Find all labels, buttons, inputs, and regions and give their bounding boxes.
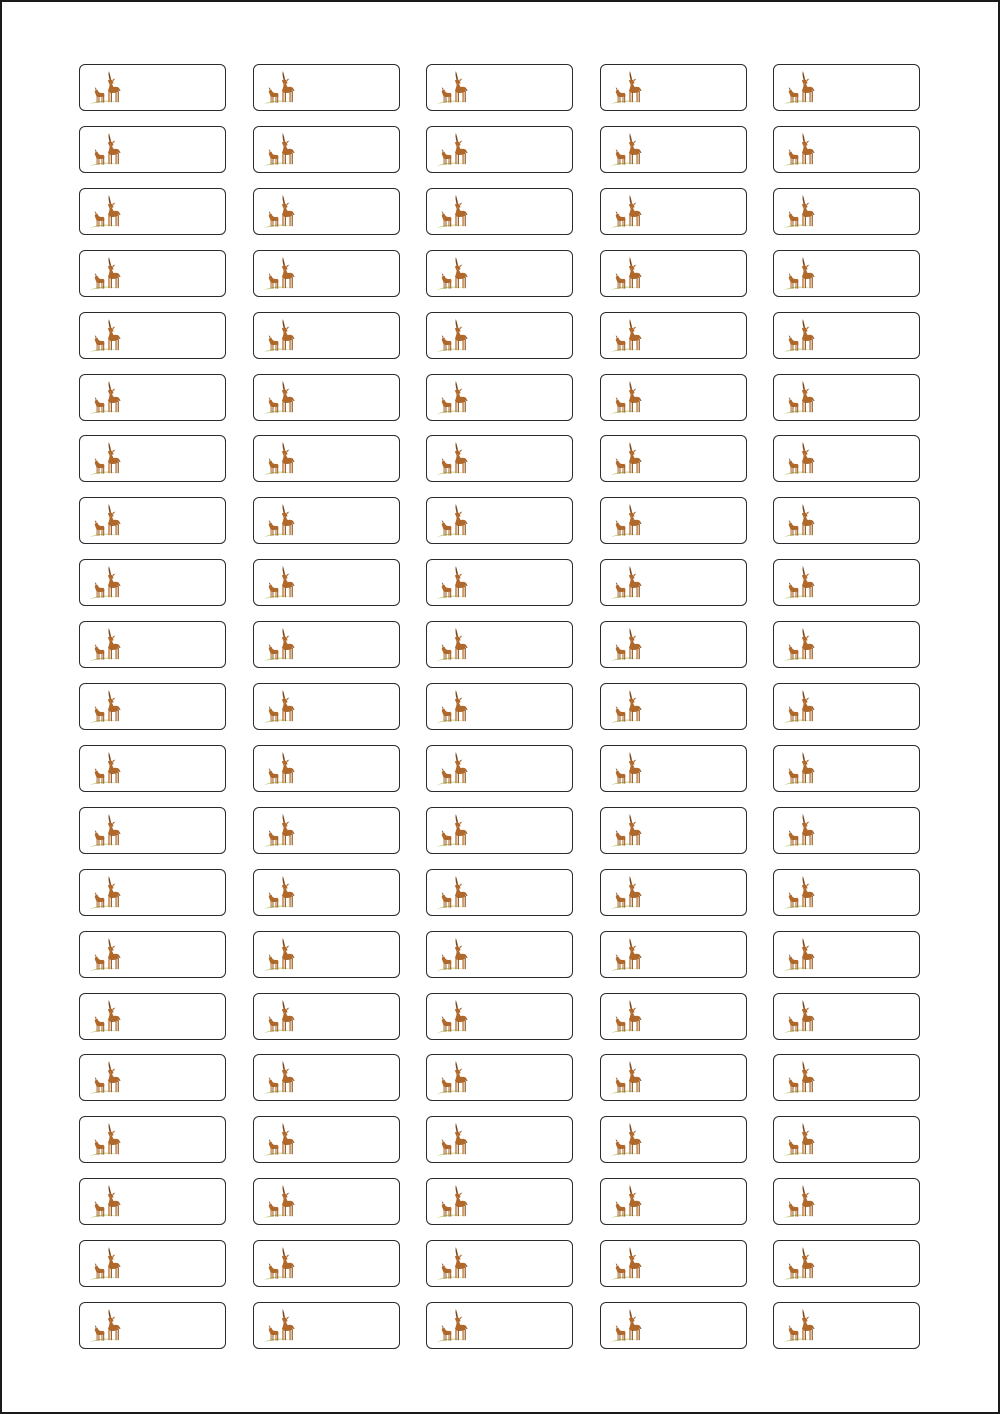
label-cell xyxy=(773,1302,920,1349)
label-cell xyxy=(600,931,747,978)
label-cell xyxy=(79,312,226,359)
label-cell xyxy=(600,374,747,421)
antelope-mother-and-fawn-icon xyxy=(263,937,297,973)
label-cell xyxy=(79,559,226,606)
label-cell xyxy=(600,1116,747,1163)
label-cell xyxy=(426,497,573,544)
label-cell xyxy=(600,993,747,1040)
antelope-mother-and-fawn-icon xyxy=(263,380,297,416)
antelope-mother-and-fawn-icon xyxy=(89,132,123,168)
antelope-mother-and-fawn-icon xyxy=(89,1122,123,1158)
antelope-mother-and-fawn-icon xyxy=(436,132,470,168)
antelope-mother-and-fawn-icon xyxy=(783,1060,817,1096)
antelope-mother-and-fawn-icon xyxy=(89,503,123,539)
antelope-mother-and-fawn-icon xyxy=(263,1246,297,1282)
antelope-mother-and-fawn-icon xyxy=(436,70,470,106)
label-cell xyxy=(600,312,747,359)
antelope-mother-and-fawn-icon xyxy=(783,999,817,1035)
antelope-mother-and-fawn-icon xyxy=(89,441,123,477)
antelope-mother-and-fawn-icon xyxy=(263,441,297,477)
antelope-mother-and-fawn-icon xyxy=(263,70,297,106)
antelope-mother-and-fawn-icon xyxy=(263,132,297,168)
label-cell xyxy=(253,869,400,916)
label-cell xyxy=(600,64,747,111)
antelope-mother-and-fawn-icon xyxy=(436,937,470,973)
label-cell xyxy=(253,993,400,1040)
label-cell xyxy=(79,869,226,916)
antelope-mother-and-fawn-icon xyxy=(783,194,817,230)
antelope-mother-and-fawn-icon xyxy=(89,380,123,416)
label-cell xyxy=(79,1302,226,1349)
label-cell xyxy=(79,1116,226,1163)
antelope-mother-and-fawn-icon xyxy=(263,318,297,354)
antelope-mother-and-fawn-icon xyxy=(436,751,470,787)
antelope-mother-and-fawn-icon xyxy=(436,565,470,601)
label-cell xyxy=(773,374,920,421)
label-cell xyxy=(79,993,226,1040)
label-cell xyxy=(79,1054,226,1101)
antelope-mother-and-fawn-icon xyxy=(263,194,297,230)
antelope-mother-and-fawn-icon xyxy=(436,503,470,539)
antelope-mother-and-fawn-icon xyxy=(263,1184,297,1220)
antelope-mother-and-fawn-icon xyxy=(783,627,817,663)
antelope-mother-and-fawn-icon xyxy=(783,503,817,539)
antelope-mother-and-fawn-icon xyxy=(263,1122,297,1158)
label-cell xyxy=(426,1240,573,1287)
label-cell xyxy=(426,1116,573,1163)
label-cell xyxy=(79,374,226,421)
label-cell xyxy=(79,745,226,792)
antelope-mother-and-fawn-icon xyxy=(263,1060,297,1096)
antelope-mother-and-fawn-icon xyxy=(436,689,470,725)
label-cell xyxy=(253,1240,400,1287)
label-cell xyxy=(600,1054,747,1101)
antelope-mother-and-fawn-icon xyxy=(89,875,123,911)
label-cell xyxy=(600,869,747,916)
label-cell xyxy=(426,126,573,173)
antelope-mother-and-fawn-icon xyxy=(783,813,817,849)
antelope-mother-and-fawn-icon xyxy=(89,627,123,663)
antelope-mother-and-fawn-icon xyxy=(610,503,644,539)
antelope-mother-and-fawn-icon xyxy=(436,999,470,1035)
antelope-mother-and-fawn-icon xyxy=(610,565,644,601)
antelope-mother-and-fawn-icon xyxy=(436,256,470,292)
label-cell xyxy=(253,188,400,235)
antelope-mother-and-fawn-icon xyxy=(610,256,644,292)
label-cell xyxy=(600,188,747,235)
label-cell xyxy=(426,1178,573,1225)
antelope-mother-and-fawn-icon xyxy=(436,441,470,477)
label-cell xyxy=(426,1302,573,1349)
antelope-mother-and-fawn-icon xyxy=(783,70,817,106)
label-cell xyxy=(600,250,747,297)
antelope-mother-and-fawn-icon xyxy=(783,689,817,725)
antelope-mother-and-fawn-icon xyxy=(89,689,123,725)
antelope-mother-and-fawn-icon xyxy=(610,689,644,725)
antelope-mother-and-fawn-icon xyxy=(783,1246,817,1282)
label-cell xyxy=(773,312,920,359)
antelope-mother-and-fawn-icon xyxy=(610,875,644,911)
antelope-mother-and-fawn-icon xyxy=(263,627,297,663)
label-cell xyxy=(773,1178,920,1225)
antelope-mother-and-fawn-icon xyxy=(610,1308,644,1344)
antelope-mother-and-fawn-icon xyxy=(610,999,644,1035)
label-cell xyxy=(253,1116,400,1163)
antelope-mother-and-fawn-icon xyxy=(610,441,644,477)
antelope-mother-and-fawn-icon xyxy=(610,937,644,973)
antelope-mother-and-fawn-icon xyxy=(436,627,470,663)
antelope-mother-and-fawn-icon xyxy=(263,256,297,292)
label-cell xyxy=(79,126,226,173)
label-cell xyxy=(773,1054,920,1101)
antelope-mother-and-fawn-icon xyxy=(263,1308,297,1344)
antelope-mother-and-fawn-icon xyxy=(783,875,817,911)
label-cell xyxy=(79,1240,226,1287)
label-cell xyxy=(253,497,400,544)
label-cell xyxy=(773,126,920,173)
antelope-mother-and-fawn-icon xyxy=(89,318,123,354)
antelope-mother-and-fawn-icon xyxy=(89,751,123,787)
antelope-mother-and-fawn-icon xyxy=(436,1184,470,1220)
antelope-mother-and-fawn-icon xyxy=(263,999,297,1035)
label-cell xyxy=(773,435,920,482)
label-cell xyxy=(79,1178,226,1225)
label-cell xyxy=(426,64,573,111)
label-cell xyxy=(253,312,400,359)
antelope-mother-and-fawn-icon xyxy=(89,1246,123,1282)
label-cell xyxy=(79,188,226,235)
label-cell xyxy=(773,621,920,668)
antelope-mother-and-fawn-icon xyxy=(436,380,470,416)
antelope-mother-and-fawn-icon xyxy=(610,1246,644,1282)
antelope-mother-and-fawn-icon xyxy=(89,813,123,849)
label-cell xyxy=(253,1178,400,1225)
label-cell xyxy=(79,807,226,854)
antelope-mother-and-fawn-icon xyxy=(610,380,644,416)
antelope-mother-and-fawn-icon xyxy=(89,937,123,973)
label-cell xyxy=(600,559,747,606)
antelope-mother-and-fawn-icon xyxy=(89,565,123,601)
label-cell xyxy=(253,683,400,730)
label-cell xyxy=(79,435,226,482)
antelope-mother-and-fawn-icon xyxy=(610,751,644,787)
antelope-mother-and-fawn-icon xyxy=(436,1308,470,1344)
label-cell xyxy=(79,497,226,544)
antelope-mother-and-fawn-icon xyxy=(610,813,644,849)
label-cell xyxy=(773,64,920,111)
antelope-mother-and-fawn-icon xyxy=(783,751,817,787)
antelope-mother-and-fawn-icon xyxy=(89,999,123,1035)
antelope-mother-and-fawn-icon xyxy=(89,1060,123,1096)
antelope-mother-and-fawn-icon xyxy=(783,565,817,601)
antelope-mother-and-fawn-icon xyxy=(610,132,644,168)
antelope-mother-and-fawn-icon xyxy=(263,503,297,539)
antelope-mother-and-fawn-icon xyxy=(89,256,123,292)
label-cell xyxy=(426,559,573,606)
antelope-mother-and-fawn-icon xyxy=(783,380,817,416)
antelope-mother-and-fawn-icon xyxy=(610,1184,644,1220)
label-cell xyxy=(426,993,573,1040)
label-cell xyxy=(253,1054,400,1101)
antelope-mother-and-fawn-icon xyxy=(263,689,297,725)
label-cell xyxy=(253,621,400,668)
label-cell xyxy=(600,126,747,173)
label-cell xyxy=(600,683,747,730)
label-cell xyxy=(253,559,400,606)
antelope-mother-and-fawn-icon xyxy=(610,627,644,663)
antelope-mother-and-fawn-icon xyxy=(783,937,817,973)
antelope-mother-and-fawn-icon xyxy=(436,1060,470,1096)
antelope-mother-and-fawn-icon xyxy=(783,1308,817,1344)
label-cell xyxy=(773,931,920,978)
label-cell xyxy=(79,250,226,297)
label-cell xyxy=(426,621,573,668)
label-cell xyxy=(253,435,400,482)
antelope-mother-and-fawn-icon xyxy=(610,318,644,354)
antelope-mother-and-fawn-icon xyxy=(263,875,297,911)
label-cell xyxy=(426,683,573,730)
antelope-mother-and-fawn-icon xyxy=(263,565,297,601)
label-cell xyxy=(773,188,920,235)
label-cell xyxy=(253,250,400,297)
label-cell xyxy=(426,312,573,359)
label-cell xyxy=(253,1302,400,1349)
label-cell xyxy=(773,1240,920,1287)
label-cell xyxy=(600,1302,747,1349)
label-cell xyxy=(773,807,920,854)
label-cell xyxy=(79,64,226,111)
label-cell xyxy=(600,435,747,482)
label-cell xyxy=(600,1240,747,1287)
label-cell xyxy=(600,807,747,854)
label-cell xyxy=(426,745,573,792)
label-cell xyxy=(79,683,226,730)
label-cell xyxy=(600,745,747,792)
label-cell xyxy=(773,745,920,792)
label-cell xyxy=(773,497,920,544)
label-cell xyxy=(426,807,573,854)
label-cell xyxy=(600,1178,747,1225)
label-cell xyxy=(600,621,747,668)
antelope-mother-and-fawn-icon xyxy=(436,318,470,354)
label-cell xyxy=(773,559,920,606)
antelope-mother-and-fawn-icon xyxy=(89,1308,123,1344)
antelope-mother-and-fawn-icon xyxy=(783,1122,817,1158)
antelope-mother-and-fawn-icon xyxy=(436,1122,470,1158)
label-cell xyxy=(426,869,573,916)
antelope-mother-and-fawn-icon xyxy=(89,194,123,230)
label-cell xyxy=(426,188,573,235)
label-cell xyxy=(426,931,573,978)
label-cell xyxy=(253,126,400,173)
antelope-mother-and-fawn-icon xyxy=(436,813,470,849)
antelope-mother-and-fawn-icon xyxy=(783,318,817,354)
label-cell xyxy=(773,993,920,1040)
label-cell xyxy=(600,497,747,544)
label-cell xyxy=(773,1116,920,1163)
label-cell xyxy=(253,374,400,421)
antelope-mother-and-fawn-icon xyxy=(89,70,123,106)
label-cell xyxy=(253,931,400,978)
antelope-mother-and-fawn-icon xyxy=(610,1122,644,1158)
label-cell xyxy=(253,807,400,854)
label-cell xyxy=(773,250,920,297)
antelope-mother-and-fawn-icon xyxy=(610,194,644,230)
antelope-mother-and-fawn-icon xyxy=(89,1184,123,1220)
antelope-mother-and-fawn-icon xyxy=(436,1246,470,1282)
antelope-mother-and-fawn-icon xyxy=(610,1060,644,1096)
antelope-mother-and-fawn-icon xyxy=(610,70,644,106)
label-cell xyxy=(253,745,400,792)
antelope-mother-and-fawn-icon xyxy=(783,441,817,477)
label-cell xyxy=(773,869,920,916)
label-cell xyxy=(426,250,573,297)
label-cell xyxy=(426,435,573,482)
antelope-mother-and-fawn-icon xyxy=(436,194,470,230)
label-cell xyxy=(79,621,226,668)
antelope-mother-and-fawn-icon xyxy=(783,256,817,292)
label-cell xyxy=(426,1054,573,1101)
label-cell xyxy=(253,64,400,111)
label-cell xyxy=(773,683,920,730)
antelope-mother-and-fawn-icon xyxy=(436,875,470,911)
antelope-mother-and-fawn-icon xyxy=(783,1184,817,1220)
antelope-mother-and-fawn-icon xyxy=(263,813,297,849)
label-cell xyxy=(426,374,573,421)
label-cell xyxy=(79,931,226,978)
antelope-mother-and-fawn-icon xyxy=(783,132,817,168)
antelope-mother-and-fawn-icon xyxy=(263,751,297,787)
